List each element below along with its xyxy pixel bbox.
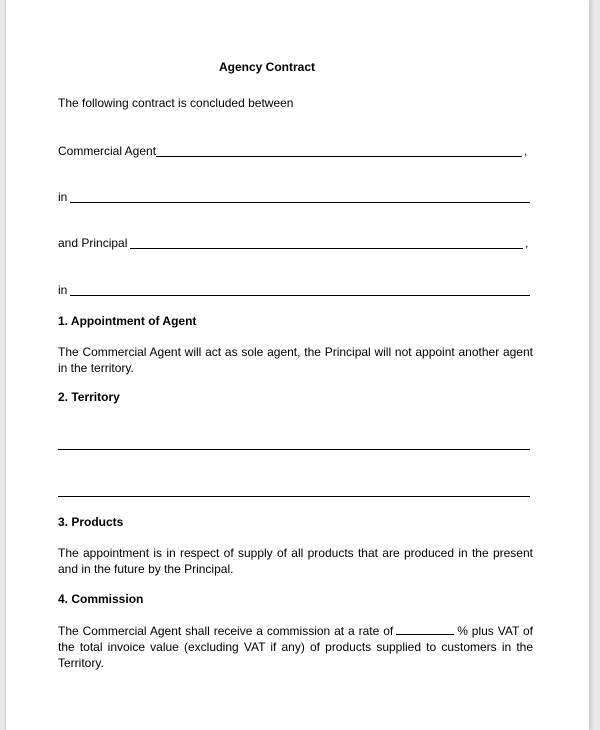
section-heading: 4. Commission [58, 592, 144, 606]
principal-location-blank[interactable] [70, 295, 530, 296]
commission-rate-blank[interactable] [396, 623, 454, 635]
comma: , [524, 144, 528, 158]
commission-paragraph [58, 623, 533, 671]
section-text: The Commercial Agent will act as sole agent, the Principal will not appoint another agent in the territory. [58, 345, 533, 375]
section-text: The appointment is in respect of supply of all products that are produced in the present and in the future by the Principal. [58, 546, 533, 576]
intro-text: The following contract is concluded between [58, 96, 294, 110]
section-heading: 3. Products [58, 515, 124, 529]
agent-location-label: in [58, 190, 68, 204]
principal-label: and Principal [58, 236, 128, 250]
section-heading: 2. Territory [58, 390, 120, 404]
principal-location-label: in [58, 283, 68, 297]
territory-blank-line[interactable] [58, 449, 530, 450]
territory-blank-line[interactable] [58, 496, 530, 497]
commercial-agent-label: Commercial Agent [58, 144, 157, 158]
commercial-agent-name-blank[interactable] [156, 156, 522, 157]
commission-text-after: % plus VAT of the total invoice value (excluding VAT if any) of products supplied to customers in the Territory. [58, 624, 533, 670]
document-title: Agency Contract [219, 60, 316, 74]
agent-location-blank[interactable] [70, 202, 530, 203]
section-heading: 1. Appointment of Agent [58, 314, 197, 328]
principal-name-blank[interactable] [130, 248, 523, 249]
comma: , [525, 236, 529, 250]
commission-text-before: The Commercial Agent shall receive a commission at a rate of [58, 624, 394, 638]
document-page [5, 0, 590, 730]
